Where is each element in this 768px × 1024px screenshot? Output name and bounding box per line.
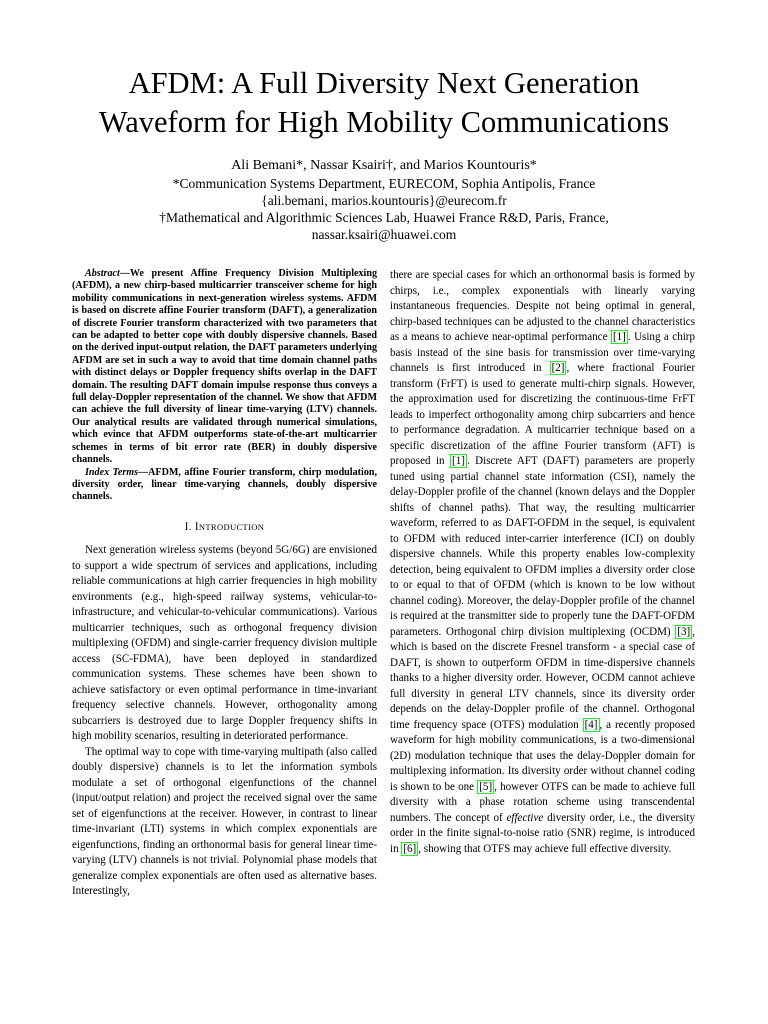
affiliation-eurecom: *Communication Systems Department, EURECOM, Sophia Antipolis, France xyxy=(172,176,596,191)
author-block xyxy=(40,157,728,243)
title-line-1: AFDM: A Full Diversity Next Generation xyxy=(128,66,640,100)
intro-paragraph-2: The optimal way to cope with time-varying multipath (also called doubly dispersive) channels is to let the information symbols modulate a set of orthogonal eigenfunctions of the channel (input/output relation) and project the received signal over the same set of eigenfunctions at the receiver. However, in contrast to linear time-invariant (LTI) systems in which complex exponentials are eigenfunctions, finding an orthonormal basis for general linear time-varying (LTV) channels is not trivial. Polynomial phase models that generalize complex exponentials are often used as alternative bases. Interestingly, xyxy=(72,745,377,898)
abstract-text: —We present Affine Frequency Division Multiplexing (AFDM), a new chirp-based multicarrier transceiver scheme for high mobility communications in next-generation wireless systems. AFDM is based on discrete affine Fourier transform (DAFT), a generalization of discrete Fourier transform characterized with two parameters that can be adapted to better cope with doubly dispersive channels. Based on the derived input-output relation, the DAFT parameters underlying AFDM are set in such a way to avoid that time domain channel paths with distinct delays or Doppler frequency shifts overlap in the DAFT domain. The resulting DAFT domain impulse response thus conveys a full delay-Doppler representation of the channel. We show that AFDM can achieve the full diversity of linear time-varying (LTV) channels. Our analytical results are validated through numerical simulations, which evince that AFDM outperforms state-of-the-art multicarrier schemes in terms of bit error rate (BER) in doubly dispersive channels. xyxy=(72,268,377,466)
abstract-label: Abstract xyxy=(85,268,120,279)
email-eurecom: {ali.bemani, marios.kountouris}@eurecom.fr xyxy=(261,193,507,208)
index-terms-paragraph xyxy=(72,467,377,504)
citation-link[interactable]: [4] xyxy=(584,718,598,731)
citation-link[interactable]: [3] xyxy=(677,625,691,638)
abstract-paragraph xyxy=(72,268,377,467)
citation-link[interactable]: [1] xyxy=(452,455,465,467)
emphasis-effective: effective xyxy=(506,811,544,824)
citation-link[interactable]: [1] xyxy=(612,331,626,343)
email-huawei: nassar.ksairi@huawei.com xyxy=(311,227,457,242)
affiliation-huawei: †Mathematical and Algorithmic Sciences Lab, Huawei France R&D, Paris, France, xyxy=(159,210,609,225)
left-column xyxy=(72,268,377,900)
right-column xyxy=(390,268,695,857)
index-terms-text: —AFDM, affine Fourier transform, chirp modulation, diversity order, linear time-varying channels, doubly dispersive channels. xyxy=(72,466,377,503)
abstract xyxy=(72,268,377,504)
citation-link[interactable]: [2] xyxy=(551,362,565,374)
section-number: I. xyxy=(184,520,192,533)
citation-link[interactable]: [6] xyxy=(403,842,417,855)
title-line-2: Waveform for High Mobility Communications xyxy=(98,105,670,139)
section-heading-introduction xyxy=(72,520,377,536)
section-title: INTRODUCTION xyxy=(194,520,265,533)
paper-title xyxy=(40,64,728,142)
intro-paragraph-1: Next generation wireless systems (beyond 5G/6G) are envisioned to support a wide spectrum of services and applications, including reliable communications at high carrier frequencies in high mobility environments (e.g., high-speed railway systems, vehicular-to-infrastructure, and vehicular-to-vehicular communications). Various multicarrier techniques, such as orthogonal frequency division multiplexing (OFDM) and single-carrier frequency division multiple access (SC-FDMA), have been deployed in standardized communication systems. These schemes have been shown to achieve satisfactory or even optimal performance in time-invariant frequency selective channels. However, orthogonality among subcarriers is destroyed due to large Doppler frequency shifts in high mobility scenarios, resulting in deteriorated performance. xyxy=(72,544,377,743)
citation-link[interactable]: [5] xyxy=(479,780,493,793)
author-names: Ali Bemani*, Nassar Ksairi†, and Marios Kountouris* xyxy=(231,158,537,173)
index-terms-label: Index Terms xyxy=(85,466,139,478)
intro-paragraph-continued: there are special cases for which an orthonormal basis is formed by chirps, i.e., complex exponentials with linearly varying instantaneous frequencies. Despite not being optimal in general, chirp-based techniques can be adjusted to the channel characteristics as a means to achieve near-optimal performance [1] . Using a chirp basis instead of the sine basis for transmission over time-varying channels is first introduced in [2] , where fractional Fourier transform (FrFT) is used to generate multi-chirp signals. However, the approximation used for discretizing the continuous-time FrFT leads to imperfect orthogonality among chirp subcarriers and hence to performance degradation. A multicarrier technique based on a specific discretization of the affine Fourier transform (AFT) is proposed in [1] . Discrete AFT (DAFT) parameters are properly tuned using partial channel state information (CSI), namely the delay-Doppler profile of the channel (known delays and the Doppler shifts of channel paths). That way, the resulting multicarrier waveform, referred to as DAFT-OFDM in the sequel, is equivalent to OFDM with reduced inter-carrier interference (ICI) on doubly dispersive channels. While this property enables low-complexity detection, being equivalent to OFDM implies a diversity order close to or equal to that of OFDM (which is known to be low without channel coding). Moreover, the delay-Doppler profile of the channel is required at the transmitter side to properly tune the DAFT-OFDM parameters. Orthogonal chirp division multiplexing (OCDM) [3] , which is based on the discrete Fresnel transform - a special case of DAFT, is shown to outperform OFDM in time-dispersive channels thanks to a higher diversity order. However, OCDM cannot achieve full diversity in general LTV channels, since its diversity order depends on the delay-Doppler profile of the channel. Orthogonal time frequency space (OTFS) modulation [4] , a recently proposed waveform for high mobility communications, is a two-dimensional (2D) modulation technique that uses the delay-Doppler domain for multiplexing information. Its diversity order without channel coding is shown to be one [5] , however OTFS can be made to achieve full diversity with a phase rotation scheme using transcendental numbers. The concept of effective diversity order, i.e., the diversity order in the finite signal-to-noise ratio (SNR) regime, is introduced in [6] , showing that OTFS may achieve full effective diversity. xyxy=(390,269,696,855)
